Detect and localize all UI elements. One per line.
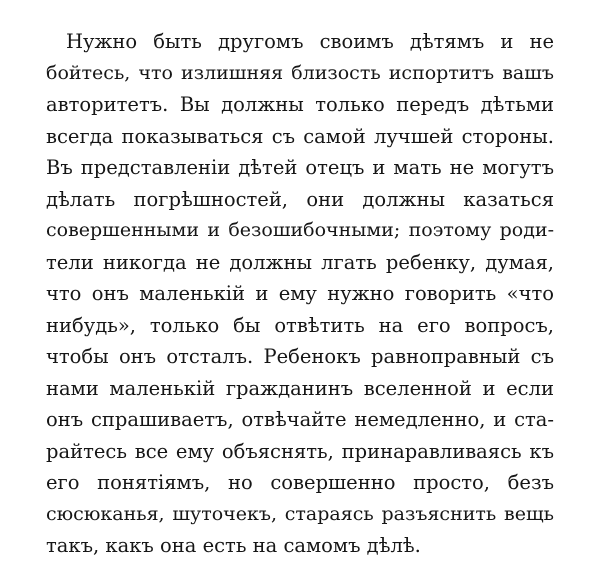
text-line: бойтесь, что излишняя близость испортитъ вашъ <box>46 61 554 84</box>
text-line: райтесь все ему объяснять, принаравливаясь къ <box>46 439 554 463</box>
text-line: нибудь», только бы отвѣтить на его вопросъ, <box>46 313 554 337</box>
text-line: сюсюканья, шуточекъ, стараясь разъяснить вещь <box>46 502 554 525</box>
text-line: совершенными и безошибочными; поэтому роди- <box>46 219 554 241</box>
text-line: его понятіямъ, но совершенно просто, безъ <box>46 471 554 494</box>
text-line: всегда показываться съ самой лучшей стороны. <box>46 124 554 148</box>
text-line: такъ, какъ она есть на самомъ дѣлѣ. <box>46 534 421 557</box>
text-line: дѣлать погрѣшностей, они должны казаться <box>46 187 554 211</box>
text-line: что онъ маленькій и ему нужно говорить «что <box>46 282 554 305</box>
text-line: тели никогда не должны лгать ребенку, думая, <box>46 250 554 274</box>
paragraph <box>46 26 554 562</box>
text-line: Въ представленіи дѣтей отецъ и мать не могутъ <box>46 156 554 179</box>
text-line: онъ спрашиваетъ, отвѣчайте немедленно, и ста- <box>46 408 554 431</box>
text-line: нами маленькій гражданинъ вселенной и если <box>46 376 554 400</box>
text-line: чтобы онъ отсталъ. Ребенокъ равноправный съ <box>46 345 554 368</box>
text-line: авторитетъ. Вы должны только передъ дѣтьми <box>46 93 554 116</box>
text-line: Нужно быть другомъ своимъ дѣтямъ и не <box>66 30 554 53</box>
